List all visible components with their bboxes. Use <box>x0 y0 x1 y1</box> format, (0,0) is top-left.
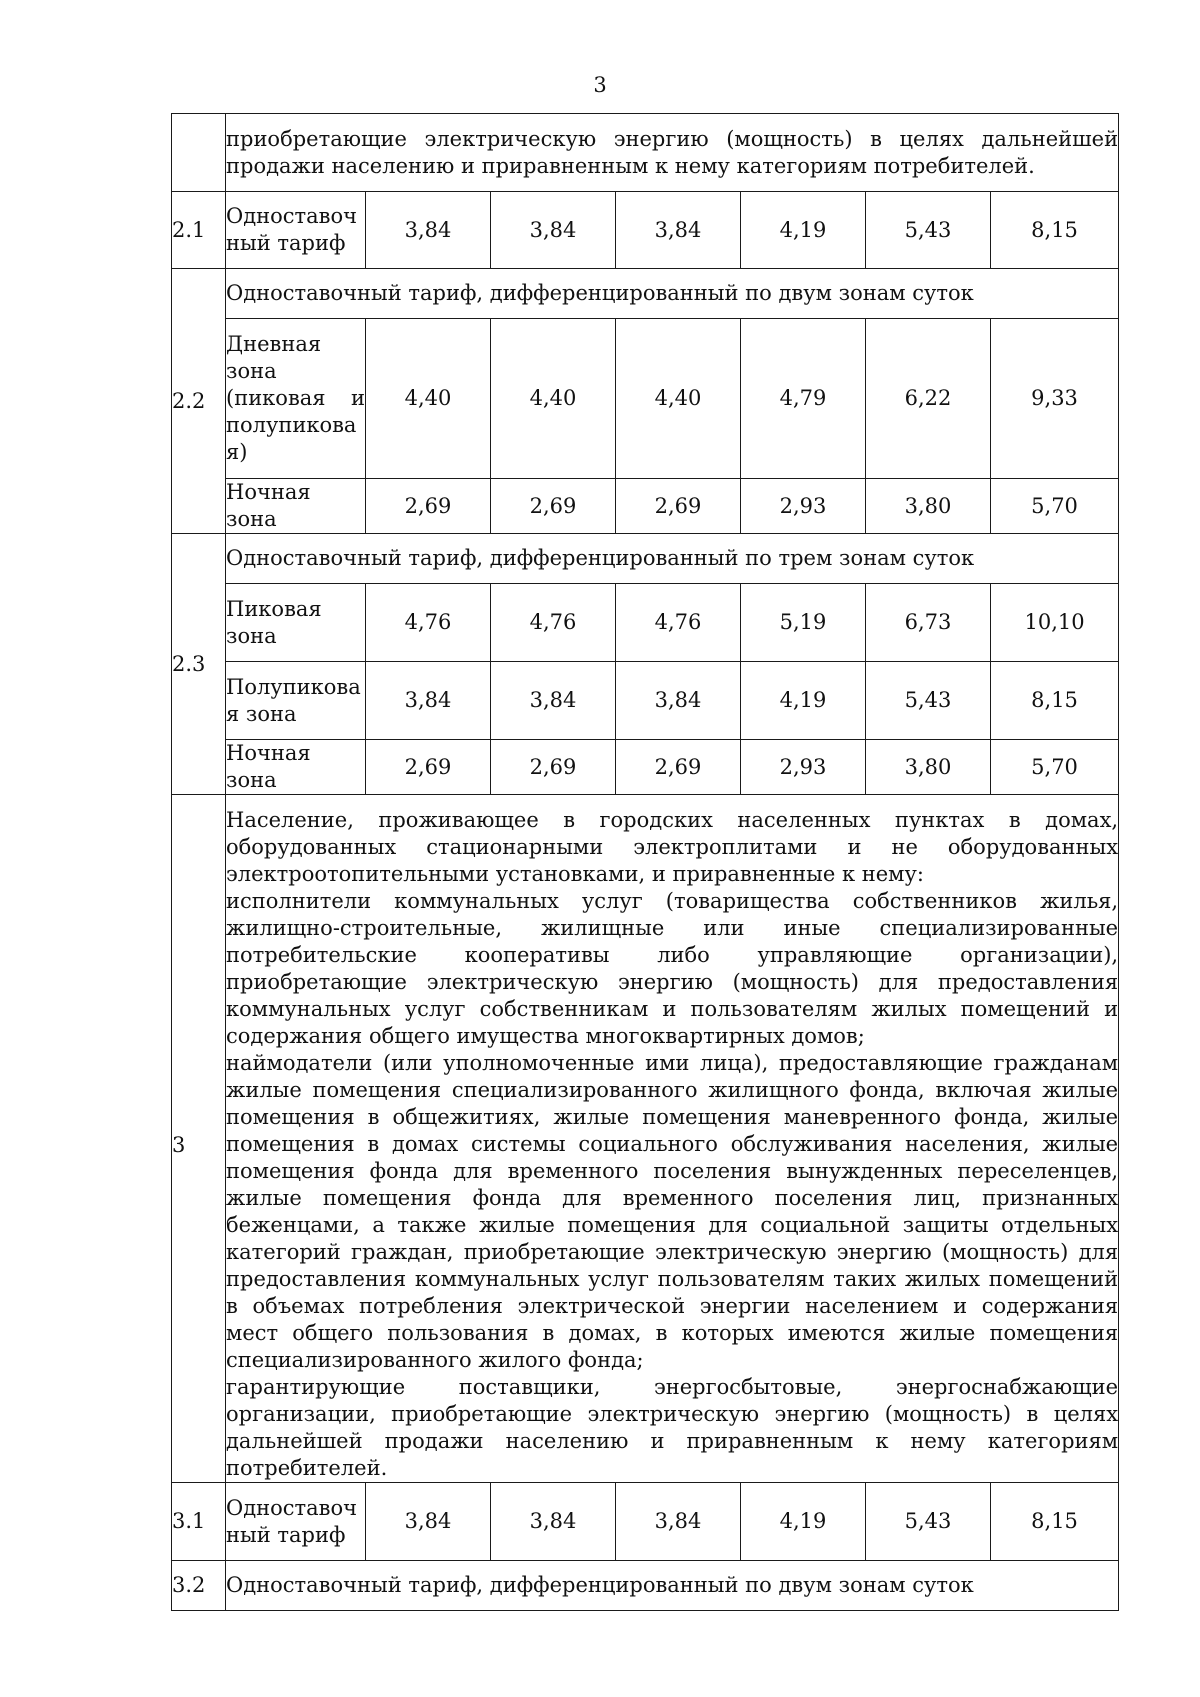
table-row <box>172 534 1119 584</box>
tariff-value: 8,15 <box>991 1483 1119 1561</box>
tariff-value: 5,70 <box>991 479 1119 534</box>
tariff-value: 3,80 <box>866 479 991 534</box>
tariff-value: 3,84 <box>366 662 491 740</box>
tariff-value: 3,80 <box>866 740 991 795</box>
description-paragraph: Население, проживающее в городских населенных пунктах в домах, оборудованных стационарными электроплитами и не оборудованных электроотопительными установками, и приравненные к нему: <box>226 808 1119 886</box>
tariff-value: 3,84 <box>491 662 616 740</box>
row-description: приобретающие электрическую энергию (мощность) в целях дальнейшей продажи населению и приравненным к нему категориям потребителей. <box>226 114 1119 192</box>
table-row <box>172 192 1119 269</box>
tariff-value: 3,84 <box>616 662 741 740</box>
tariff-value: 5,70 <box>991 740 1119 795</box>
table-row <box>172 662 1119 740</box>
consumer-category-description <box>226 795 1119 1483</box>
tariff-value: 6,22 <box>866 319 991 479</box>
tariff-table <box>171 113 1119 1611</box>
tariff-label: Полупикова я зона <box>226 662 366 740</box>
tariff-value: 4,76 <box>616 584 741 662</box>
tariff-label: Ночная зона <box>226 479 366 534</box>
table-row <box>172 319 1119 479</box>
tariff-value: 3,84 <box>491 1483 616 1561</box>
tariff-value: 3,84 <box>491 192 616 269</box>
row-number: 2.1 <box>172 192 226 269</box>
description-paragraph: наймодатели (или уполномоченные ими лица), предоставляющие гражданам жилые помещения специализированного жилищного фонда, включая жилые помещения в общежитиях, жилые помещения маневренного фонда, жилые помещения в домах системы социального обслуживания населения, жилые помещения фонда для временного поселения вынужденных переселенцев, жилые помещения фонда для временного поселения лиц, признанных беженцами, а также жилые помещения для социальной защиты отдельных категорий граждан, приобретающие электрическую энергию (мощность) для предоставления коммунальных услуг пользователям таких жилых помещений в объемах потребления электрической энергии населением и содержания мест общего пользования в домах, в которых имеются жилые помещения специализированного жилого фонда; <box>226 1051 1119 1372</box>
tariff-value: 2,69 <box>491 479 616 534</box>
section-title: Одноставочный тариф, дифференцированный по двум зонам суток <box>226 1561 1119 1611</box>
table-row <box>172 795 1119 1483</box>
tariff-value: 2,69 <box>616 740 741 795</box>
row-number: 3 <box>172 795 226 1483</box>
tariff-value: 4,19 <box>741 1483 866 1561</box>
row-number: 2.3 <box>172 534 226 795</box>
tariff-value: 4,19 <box>741 192 866 269</box>
row-number: 3.1 <box>172 1483 226 1561</box>
tariff-value: 2,69 <box>366 740 491 795</box>
tariff-value: 10,10 <box>991 584 1119 662</box>
row-number: 3.2 <box>172 1561 226 1611</box>
tariff-label: Дневная зона (пиковая и полупикова я) <box>226 319 366 479</box>
tariff-label: Одноставоч ный тариф <box>226 1483 366 1561</box>
tariff-label: Одноставоч ный тариф <box>226 192 366 269</box>
tariff-value: 2,69 <box>366 479 491 534</box>
tariff-value: 3,84 <box>366 1483 491 1561</box>
tariff-value: 4,76 <box>491 584 616 662</box>
section-title: Одноставочный тариф, дифференцированный по двум зонам суток <box>226 269 1119 319</box>
tariff-value: 3,84 <box>616 192 741 269</box>
table-row <box>172 740 1119 795</box>
section-title: Одноставочный тариф, дифференцированный по трем зонам суток <box>226 534 1119 584</box>
tariff-value: 4,79 <box>741 319 866 479</box>
tariff-value: 3,84 <box>366 192 491 269</box>
table-row <box>172 269 1119 319</box>
page-number: 3 <box>593 73 607 97</box>
tariff-value: 2,69 <box>491 740 616 795</box>
tariff-value: 5,43 <box>866 662 991 740</box>
table-row <box>172 1561 1119 1611</box>
table-row <box>172 584 1119 662</box>
tariff-value: 4,19 <box>741 662 866 740</box>
tariff-value: 8,15 <box>991 662 1119 740</box>
tariff-value: 6,73 <box>866 584 991 662</box>
tariff-label: Ночная зона <box>226 740 366 795</box>
tariff-label: Пиковая зона <box>226 584 366 662</box>
tariff-value: 5,43 <box>866 1483 991 1561</box>
table-row <box>172 1483 1119 1561</box>
tariff-value: 2,93 <box>741 740 866 795</box>
tariff-value: 4,40 <box>616 319 741 479</box>
table-row <box>172 114 1119 192</box>
tariff-value: 4,40 <box>366 319 491 479</box>
row-number: 2.2 <box>172 269 226 534</box>
tariff-value: 2,69 <box>616 479 741 534</box>
tariff-value: 2,93 <box>741 479 866 534</box>
tariff-value: 8,15 <box>991 192 1119 269</box>
table-row <box>172 479 1119 534</box>
tariff-value: 4,40 <box>491 319 616 479</box>
tariff-value: 4,76 <box>366 584 491 662</box>
description-paragraph: гарантирующие поставщики, энергосбытовые, энергоснабжающие организации, приобретающие электрическую энергию (мощность) в целях дальнейшей продажи населению и приравненным к нему категориям потребителей. <box>226 1375 1119 1480</box>
description-paragraph: исполнители коммунальных услуг (товарищества собственников жилья, жилищно-строительные, жилищные или иные специализированные потребительские кооперативы либо управляющие организации), приобретающие электрическую энергию (мощность) для предоставления коммунальных услуг собственникам и пользователям жилых помещений и содержания общего имущества многоквартирных домов; <box>226 889 1119 1048</box>
tariff-value: 5,19 <box>741 584 866 662</box>
tariff-value: 9,33 <box>991 319 1119 479</box>
tariff-value: 3,84 <box>616 1483 741 1561</box>
row-number-cell <box>172 114 226 192</box>
tariff-value: 5,43 <box>866 192 991 269</box>
